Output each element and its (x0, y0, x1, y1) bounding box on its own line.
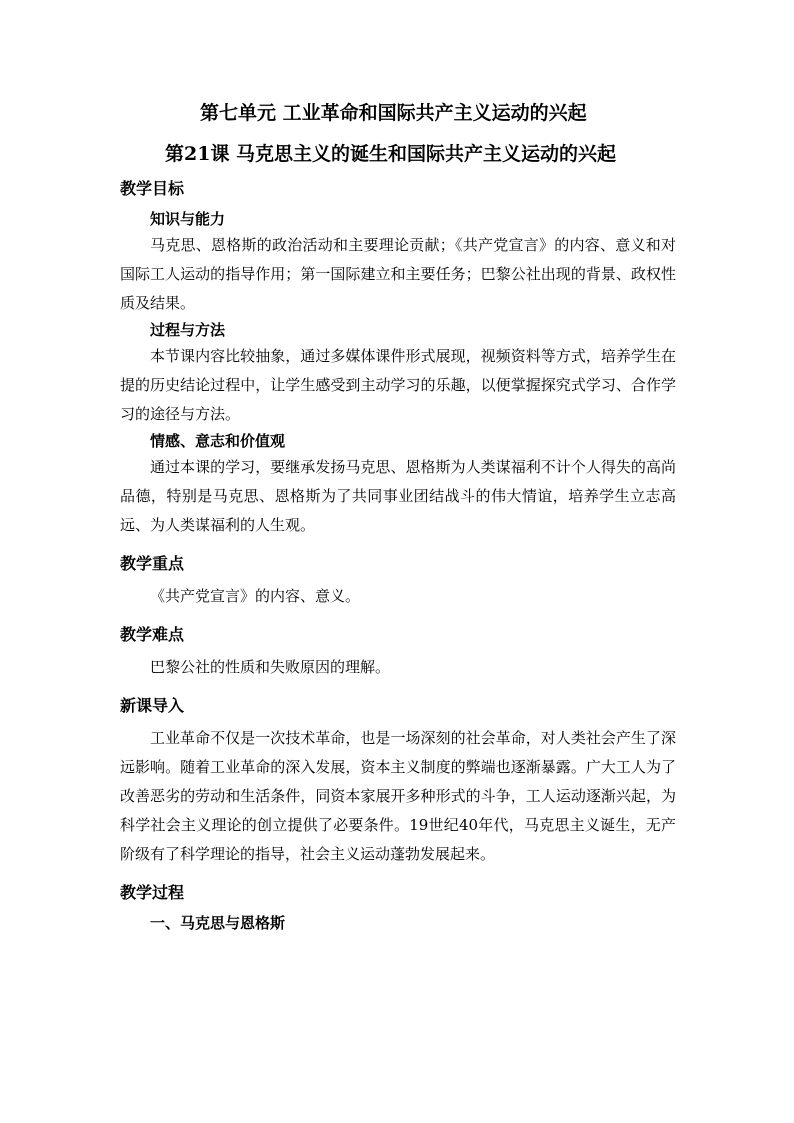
knowledge-heading: 知识与能力 (150, 210, 226, 228)
process-heading: 过程与方法 (150, 321, 226, 339)
key-points-heading: 教学重点 (120, 554, 185, 573)
difficulties-text: 巴黎公社的性质和失败原因的理解。 (150, 658, 391, 676)
key-points-text: 《共产党宣言》的内容、意义。 (150, 587, 361, 605)
spacer (120, 540, 676, 546)
process-text: 本节课内容比较抽象，通过多媒体课件形式展现，视频资料等方式，培养学生在提的历史结论过程中，让学生感受到主动学习的乐趣，以便掌握探究式学习、合作学习的途径与方法。 (120, 347, 676, 423)
emotion-text: 通过本课的学习，要继承发扬马克思、恩格斯为人类谋福利不计个人得失的高尚品德，特别是马克思、恩格斯为了共同事业团结战斗的伟大情谊，培养学生立志高远、为人类谋福利的人生观。 (120, 458, 676, 534)
objectives-heading: 教学目标 (120, 179, 185, 198)
introduction-heading: 新课导入 (120, 696, 185, 715)
emotion-heading: 情感、意志和价值观 (150, 432, 286, 450)
spacer (120, 869, 676, 875)
unit-title: 第七单元 工业革命和国际共产主义运动的兴起 (200, 102, 587, 124)
teaching-process-heading: 教学过程 (120, 883, 185, 902)
introduction-text: 工业革命不仅是一次技术革命，也是一场深刻的社会革命，对人类社会产生了深远影响。随着工业革命的深入发展，资本主义制度的弊端也逐渐暴露。广大工人为了改善恶劣的劳动和生活条件，同资本家展开多种形式的斗争，工人运动逐渐兴起，为科学社会主义理论的创立提供了必要条件。19世纪40年代，马克思主义诞生，无产阶级有了科学理论的指导，社会主义运动蓬勃发展起来。 (120, 729, 676, 863)
spacer (120, 611, 676, 617)
difficulties-heading: 教学难点 (120, 625, 185, 644)
knowledge-text: 马克思、恩格斯的政治活动和主要理论贡献；《共产党宣言》的内容、意义和对国际工人运动的指导作用；第一国际建立和主要任务；巴黎公社出现的背景、政权性质及结果。 (120, 236, 676, 312)
document-content (120, 100, 676, 935)
section-one-heading: 一、马克思与恩格斯 (150, 914, 286, 932)
spacer (120, 682, 676, 688)
lesson-title: 第21课 马克思主义的诞生和国际共产主义运动的兴起 (165, 143, 617, 165)
